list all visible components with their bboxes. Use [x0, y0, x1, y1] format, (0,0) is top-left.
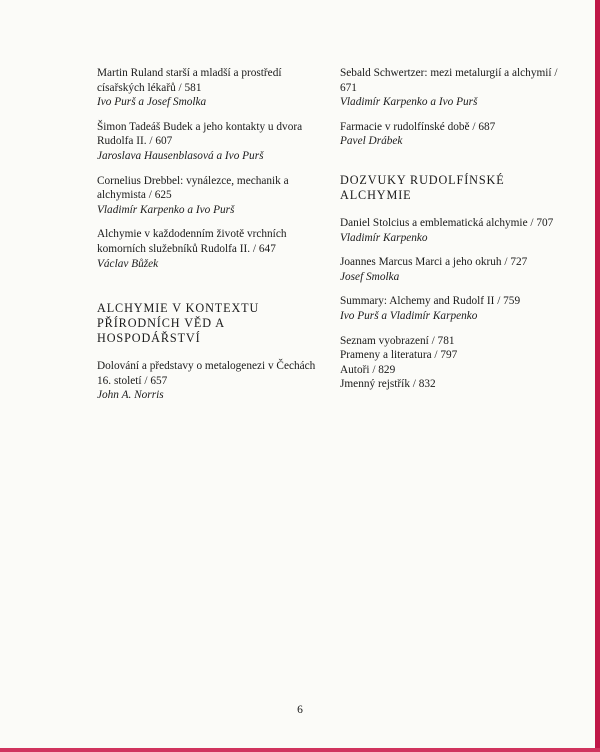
toc-entry[interactable]	[340, 120, 572, 149]
entry-title: Martin Ruland starší a mladší a prostředí císařských lékařů / 581	[97, 67, 282, 94]
toc-left-column	[97, 66, 322, 413]
toc-item[interactable]: Seznam vyobrazení / 781	[340, 334, 455, 347]
toc-entry[interactable]	[340, 216, 572, 245]
entry-title: Šimon Tadeáš Budek a jeho kontakty u dvora Rudolfa II. / 607	[97, 120, 303, 148]
entry-title: Sebald Schwertzer: mezi metalurgií a alchymií / 671	[340, 67, 558, 94]
entry-title: Farmacie v rudolfínské době / 687	[340, 120, 496, 133]
entry-title: Summary: Alchemy and Rudolf II / 759	[340, 295, 521, 308]
section-heading: DOZVUKY RUDOLFÍNSKÉ ALCHYMIE	[340, 172, 505, 202]
page-edge-bottom	[0, 748, 600, 752]
toc-entry[interactable]	[340, 255, 572, 284]
entry-title: Cornelius Drebbel: vynálezce, mechanik a alchymista / 625	[97, 174, 289, 202]
entry-author: Ivo Purš a Vladimír Karpenko	[340, 309, 478, 322]
entry-author: John A. Norris	[97, 389, 164, 402]
toc-item[interactable]: Prameny a literatura / 797	[340, 349, 458, 362]
toc-entry[interactable]	[97, 174, 322, 218]
back-matter-list	[340, 334, 572, 392]
entry-author: Vladimír Karpenko a Ivo Purš	[340, 96, 478, 109]
toc-entry[interactable]	[340, 66, 572, 110]
entry-author: Václav Bůžek	[97, 257, 159, 270]
toc-item[interactable]: Jmenný rejstřík / 832	[340, 378, 436, 391]
toc-right-column	[340, 66, 572, 392]
entry-title: Joannes Marcus Marci a jeho okruh / 727	[340, 256, 528, 269]
entry-author: Vladimír Karpenko	[340, 231, 428, 244]
entry-author: Vladimír Karpenko a Ivo Purš	[97, 203, 235, 216]
toc-entry[interactable]	[97, 66, 322, 110]
entry-title: Alchymie v každodenním životě vrchních komorních služebníků Rudolfa II. / 647	[97, 228, 287, 255]
toc-entry[interactable]	[340, 294, 572, 323]
page-edge-right	[595, 0, 600, 752]
entry-author: Jaroslava Hausenblasová a Ivo Purš	[97, 149, 264, 162]
entry-author: Pavel Drábek	[340, 135, 403, 148]
toc-item[interactable]: Autoři / 829	[340, 363, 396, 376]
entry-title: Dolování a představy o metalogenezi v Čechách 16. století / 657	[97, 360, 316, 387]
entry-title: Daniel Stolcius a emblematická alchymie / 707	[340, 216, 554, 229]
entry-author: Josef Smolka	[340, 270, 400, 283]
toc-entry[interactable]	[97, 359, 322, 403]
page-number: 6	[297, 704, 303, 716]
toc-entry[interactable]	[97, 120, 322, 164]
toc-entry[interactable]	[97, 227, 322, 271]
entry-author: Ivo Purš a Josef Smolka	[97, 96, 207, 109]
section-heading: ALCHYMIE V KONTEXTU PŘÍRODNÍCH VĚD A HOSPODÁŘSTVÍ	[97, 301, 260, 346]
